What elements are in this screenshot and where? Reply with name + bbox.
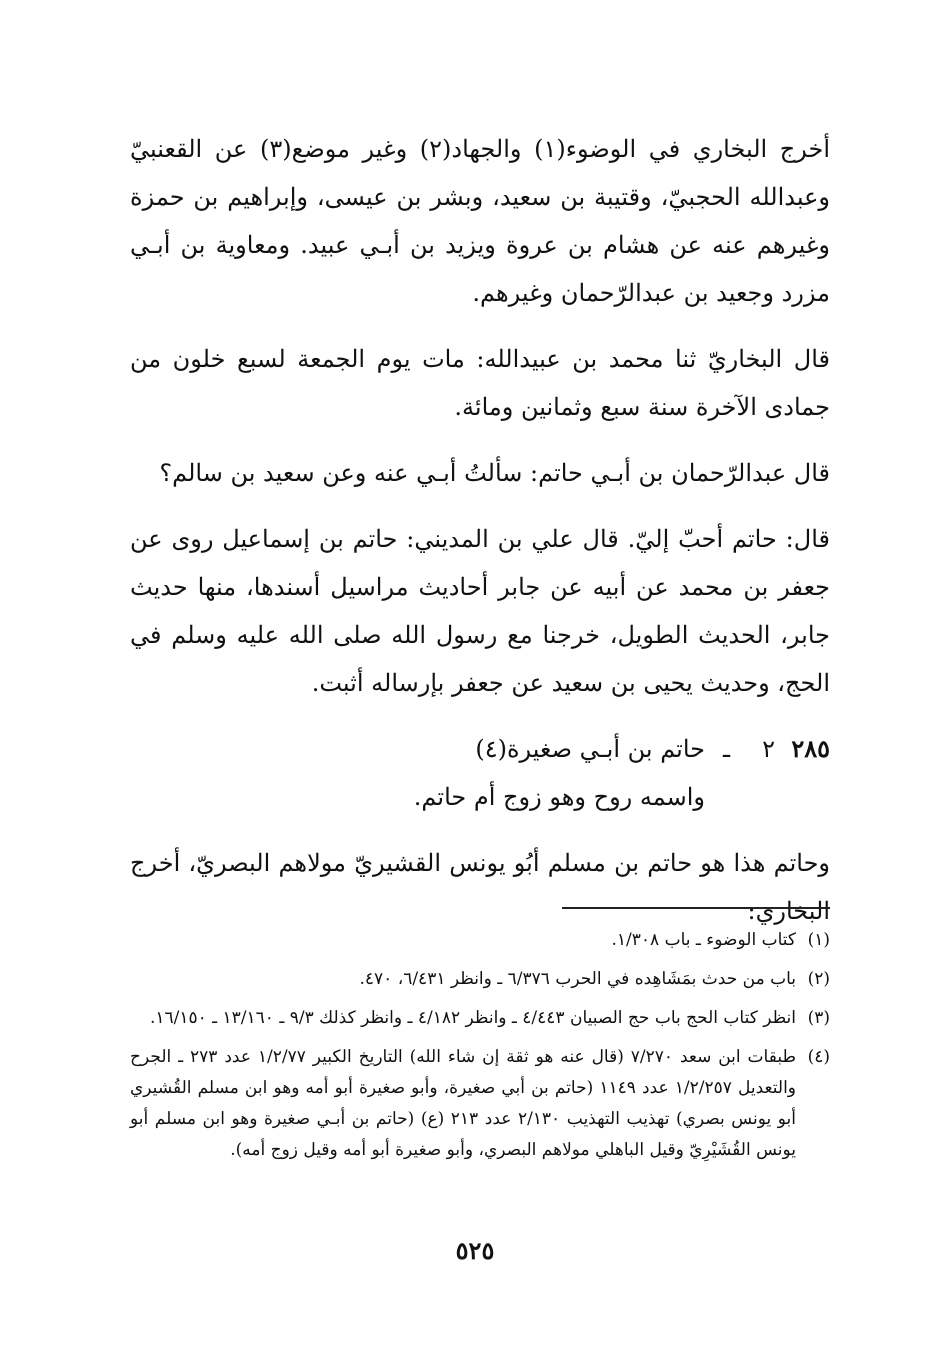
footnote-mark: (١) [807, 930, 830, 950]
paragraph-3: قال عبدالرّحمان بن أبـي حاتم: سألتُ أبـي عنه وعن سعيد بن سالم؟ [159, 459, 830, 487]
footnote-separator [562, 907, 830, 909]
footnote-text: كتاب الوضوء ـ باب ١/٣٠٨. [611, 930, 796, 950]
footnote-mark: (٢) [807, 969, 830, 989]
main-text [130, 125, 830, 953]
entry-dash: ـ [722, 735, 730, 763]
footnote-2 [130, 964, 830, 995]
page-number: ٥٢٥ [455, 1236, 495, 1265]
entry-continuation: واسمه روح وهو زوج أم حاتم. [413, 783, 705, 811]
entry-heading [130, 725, 830, 773]
paragraph-1: أخرج البخاري في الوضوء(١) والجهاد(٢) وغير موضع(٣) عن القعنبيّ وعبدالله الحجبيّ، وقتيبة بن سعيد، وبشر بن عيسى، وإبراهيم بن حمزة وغيرهم عنه عن هشام بن عروة ويزيد بن أبـي عبيد. ومعاوية بن أبـي مزرد وجعيد بن عبدالرّحمان وغيرهم. [130, 135, 831, 307]
paragraph-2: قال البخاريّ ثنا محمد بن عبيدالله: مات يوم الجمعة لسبع خلون من جمادى الآخرة سنة سبع وثمانين ومائة. [130, 345, 830, 421]
footnote-mark: (٣) [807, 1008, 830, 1028]
footnote-text: طبقات ابن سعد ٧/٢٧٠ (قال عنه هو ثقة إن شاء الله) التاريخ الكبير ١/٢/٧٧ عدد ٢٧٣ ـ الجرح والتعديل ١/٢/٢٥٧ عدد ١١٤٩ (حاتم بن أبي صغيرة، وأبو صغيرة أبو أمه وهو ابن مسلم القُشيري أبو يونس بصري) تهذيب التهذيب ٢/١٣٠ عدد ٢١٣ (ع) (حاتم بن أبـي صغيرة وهو ابن مسلم أبو يونس القُشَيْرِيّ وقيل الباهلي مولاهم البصري، وأبو صغيرة أبو أمه وقيل زوج أمه). [130, 1047, 796, 1160]
footnote-1 [130, 925, 830, 956]
footnote-text: انظر كتاب الحج باب حج الصبيان ٤/٤٤٣ ـ وانظر ٤/١٨٢ ـ وانظر كذلك ٩/٣ ـ ١٣/١٦٠ ـ ١٦/١٥٠. [149, 1008, 796, 1028]
footnote-text: باب من حدث بمَشَاهِده في الحرب ٦/٣٧٦ ـ وانظر ٦/٤٣١، ٤٧٠. [359, 969, 796, 989]
footnote-4 [130, 1042, 830, 1166]
paragraph-4: قال: حاتم أحبّ إليّ. قال علي بن المديني: حاتم بن إسماعيل روى عن جعفر بن محمد عن أبيه عن جابر أحاديث مراسيل أسندها، منها حديث جابر، الحديث الطويل، خرجنا مع رسول الله صلى الله عليه وسلم في الحج، وحديث يحيى بن سعيد عن جعفر بإرساله أثبت. [130, 525, 830, 697]
footnotes [130, 925, 830, 1174]
entry-sub-number: ٢ [762, 735, 775, 763]
paragraph-5: وحاتم هذا هو حاتم بن مسلم أبُو يونس القشيريّ مولاهم البصريّ، أخرج البخاري: [130, 849, 830, 925]
footnote-mark: (٤) [807, 1047, 830, 1067]
entry-name: حاتم بن أبـي صغيرة(٤) [475, 735, 705, 763]
footnote-3 [130, 1003, 830, 1034]
entry-number: ٢٨٥ [791, 734, 830, 763]
